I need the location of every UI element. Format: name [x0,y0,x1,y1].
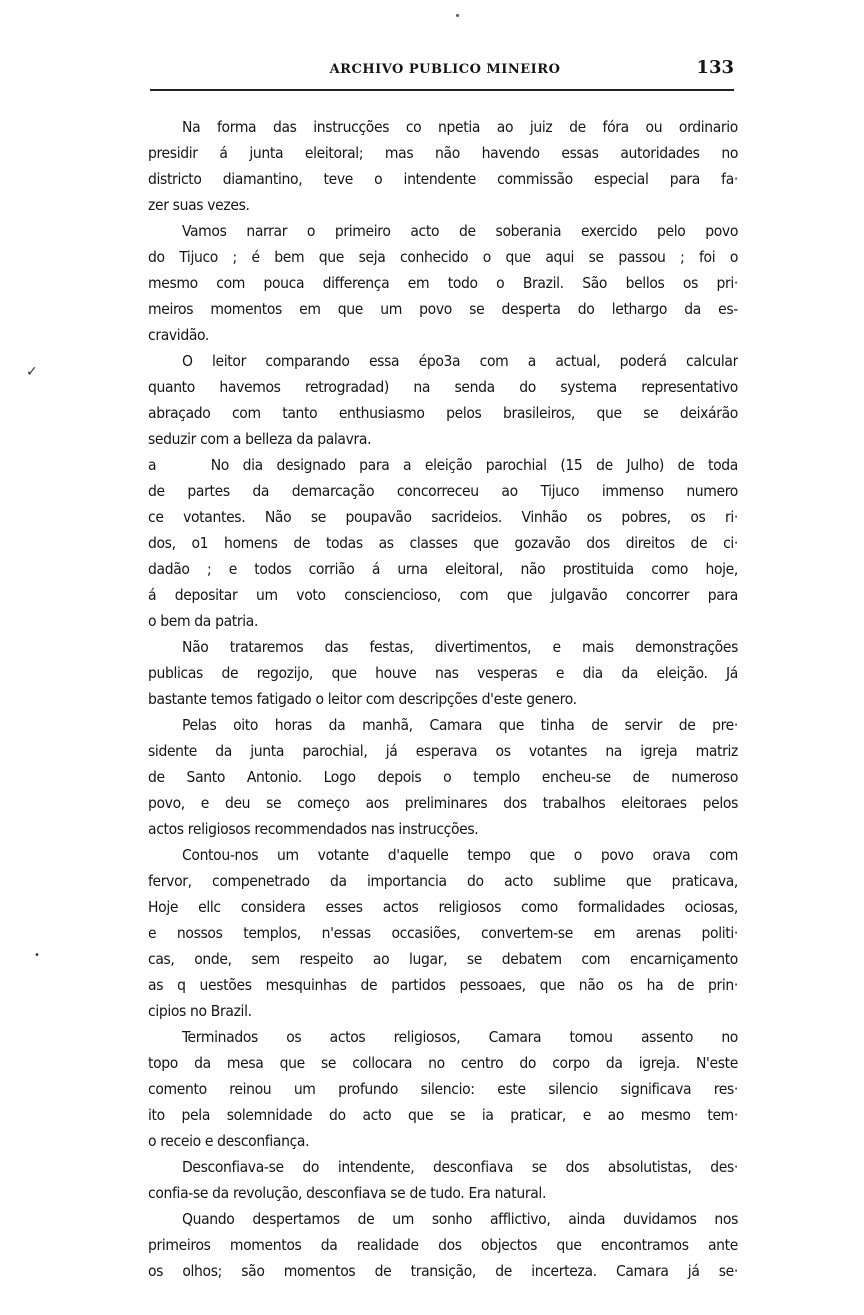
text-line: publicas de regozijo, que houve nas vesperas e dia da eleição. Já [148,664,738,682]
text-line: á depositar um voto consciencioso, com que julgavão concorrer para [148,586,738,604]
header-rule [150,89,734,91]
text-line: Terminados os actos religiosos, Camara tomou assento no [182,1028,738,1046]
text-line: actos religiosos recommendados nas instrucções. [148,820,479,838]
text-line: Contou-nos um votante d'aquelle tempo que o povo orava com [182,846,738,864]
text-line: o receio e desconfiança. [148,1132,310,1150]
text-line: meiros momentos em que um povo se desperta do lethargo da es- [148,300,738,318]
text-line: Desconfiava-se do intendente, desconfiava se dos absolutistas, des· [182,1158,738,1176]
running-head [150,52,740,88]
running-title: ARCHIVO PUBLICO MINEIRO [329,62,561,77]
body-text [148,114,738,1284]
text-line: confia-se da revolução, desconfiava se de tudo. Era natural. [148,1184,547,1202]
text-line: cravidão. [148,326,209,344]
text-line: zer suas vezes. [148,196,250,214]
text-line: comento reinou um profundo silencio: este silencio significava res· [148,1080,738,1098]
text-line: topo da mesa que se collocara no centro do corpo da igreja. N'este [148,1054,738,1072]
text-line: cas, onde, sem respeito ao lugar, se debatem com encarniçamento [148,950,738,968]
text-line: dos, o1 homens de todas as classes que gozavão dos direitos de ci· [148,534,738,552]
text-line: districto diamantino, teve o intendente commissão especial para fa· [148,170,738,188]
text-line: os olhos; são momentos de transição, de incerteza. Camara já se· [148,1262,738,1280]
text-line: Não trataremos das festas, divertimentos, e mais demonstrações [182,638,738,656]
ink-speck [456,14,459,17]
margin-check-mark: ✓ [26,364,38,380]
text-line: povo, e deu se começo aos preliminares dos trabalhos eleitoraes pelos [148,794,738,812]
page-number: 133 [696,57,734,78]
text-line: abraçado com tanto enthusiasmo pelos brasileiros, que se deixárão [148,404,738,422]
text-line: a No dia designado para a eleição parochial (15 de Julho) de toda [148,456,738,474]
text-line: cipios no Brazil. [148,1002,252,1020]
text-line: e nossos templos, n'essas occasiões, convertem-se em arenas politi· [148,924,738,942]
text-line: presidir á junta eleitoral; mas não havendo essas autoridades no [148,144,738,162]
text-line: bastante temos fatigado o leitor com descripções d'este genero. [148,690,577,708]
text-line: fervor, compenetrado da importancia do acto sublime que praticava, [148,872,738,890]
text-line: ce votantes. Não se poupavão sacrideios. Vinhão os pobres, os ri· [148,508,738,526]
text-line: de partes da demarcação concorreceu ao Tijuco immenso numero [148,482,738,500]
margin-dot-mark: • [34,950,40,961]
text-line: O leitor comparando essa épo3a com a actual, poderá calcular [182,352,738,370]
text-line: Na forma das instrucções co npetia ao juiz de fóra ou ordinario [182,118,738,136]
text-line: seduzir com a belleza da palavra. [148,430,372,448]
text-line: do Tijuco ; é bem que seja conhecido o que aqui se passou ; foi o [148,248,738,266]
text-line: Quando despertamos de um sonho afflictivo, ainda duvidamos nos [182,1210,738,1228]
text-line: Pelas oito horas da manhã, Camara que tinha de servir de pre· [182,716,738,734]
text-line: primeiros momentos da realidade dos objectos que encontramos ante [148,1236,738,1254]
text-line: dadão ; e todos corrião á urna eleitoral, não prostituida como hoje, [148,560,738,578]
text-line: Hoje ellc considera esses actos religiosos como formalidades ociosas, [148,898,738,916]
text-line: quanto havemos retrogradad) na senda do systema representativo [148,378,738,396]
text-line: mesmo com pouca differença em todo o Brazil. São bellos os pri· [148,274,738,292]
text-line: Vamos narrar o primeiro acto de soberania exercido pelo povo [182,222,738,240]
text-line: as q uestões mesquinhas de partidos pessoaes, que não os ha de prin· [148,976,738,994]
text-line: ito pela solemnidade do acto que se ia praticar, e ao mesmo tem· [148,1106,738,1124]
text-line: de Santo Antonio. Logo depois o templo encheu-se de numeroso [148,768,738,786]
text-line: o bem da patria. [148,612,259,630]
text-line: sidente da junta parochial, já esperava os votantes na igreja matriz [148,742,738,760]
